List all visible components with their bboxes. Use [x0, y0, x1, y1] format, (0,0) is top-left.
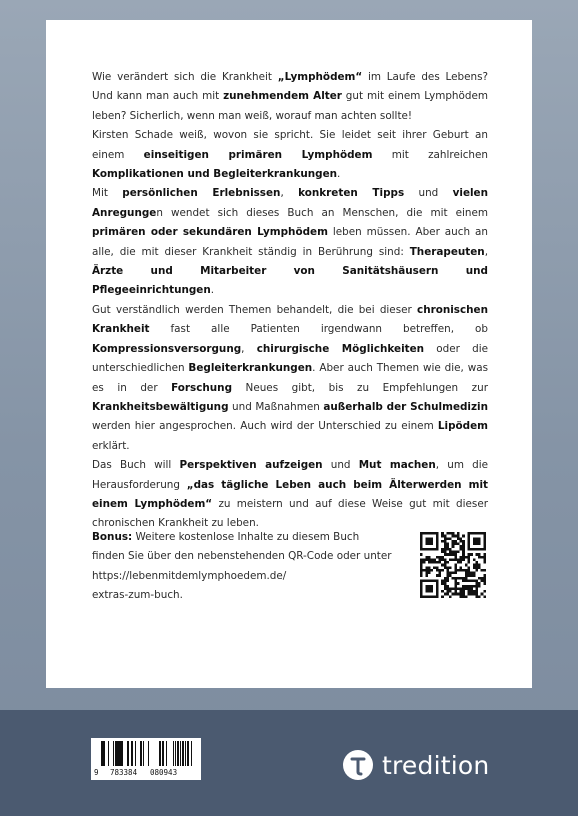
blurb-run: . Aber auch Themen wie die, was es in der	[92, 362, 488, 394]
blurb-emphasis: zunehmendem Alter	[223, 90, 342, 103]
blurb-emphasis: Forschung	[171, 381, 233, 394]
blurb-run: gut mit einem Lymphödem leben? Sicherlich, wenn man weiß, worauf man achten sollte!	[92, 90, 488, 122]
blurb-emphasis: „Lymphödem“	[277, 71, 363, 83]
blurb-emphasis: persönlichen Erlebnissen	[122, 187, 281, 200]
isbn-digit-lead: 9	[94, 768, 99, 777]
back-cover-page	[46, 20, 532, 688]
blurb-run: werden hier angesprochen. Auch wird der Unterschied zu einem	[92, 420, 438, 433]
blurb-paragraph	[92, 68, 488, 126]
blurb-run: zu meistern und auf diese Weise gut mit dieser chronischen Krankheit zu leben.	[92, 497, 488, 530]
blurb-run: mit zahlreichen	[372, 148, 488, 161]
isbn-digit-group-2: 080943	[150, 768, 178, 777]
blurb-emphasis: Krankheitsbewältigung	[92, 400, 229, 413]
blurb-run: ,	[484, 245, 488, 258]
blurb-emphasis: Ärzte und Mitarbeiter von Sanitätshäusern und Pflegeeinrichtungen	[92, 265, 488, 297]
blurb-emphasis: chirurgische Möglichkeiten	[256, 342, 425, 355]
barcode-icon	[91, 738, 201, 780]
isbn-digit-group-1: 783384	[110, 768, 138, 777]
blurb-emphasis: chronischen Krankheit	[92, 303, 488, 336]
blurb-emphasis: Mut machen	[358, 459, 436, 472]
bonus-section	[92, 528, 392, 606]
blurb-run: und	[322, 459, 359, 472]
blurb-emphasis: „das tägliche Leben auch beim Älterwerden mit einem Lymphödem“	[92, 478, 488, 510]
blurb-emphasis: Lipödem	[437, 420, 488, 433]
blurb-run: und Maßnahmen	[228, 400, 324, 413]
blurb-text	[92, 68, 488, 534]
blurb-emphasis: primären oder sekundären Lymphödem	[92, 226, 328, 239]
blurb-run: erklärt.	[92, 439, 130, 452]
blurb-emphasis: Begleiterkrankungen	[188, 362, 313, 375]
blurb-paragraph	[92, 301, 488, 456]
blurb-run: .	[210, 284, 215, 297]
bonus-text: Weitere kostenlose Inhalte zu diesem Buch finden Sie über den nebenstehenden QR-Code oder unter	[92, 531, 392, 563]
blurb-run: ,	[241, 342, 257, 355]
bonus-url-line-1[interactable]: https://lebenmitdemlymphoedem.de/	[92, 569, 287, 582]
blurb-run: Gut verständlich werden Themen behandelt, die bei dieser	[92, 303, 418, 316]
blurb-run: Das Buch will	[92, 459, 180, 472]
blurb-run: Mit	[92, 187, 123, 200]
isbn-digits	[91, 768, 201, 780]
blurb-paragraph	[92, 126, 488, 184]
publisher-brand	[343, 748, 489, 782]
blurb-run: leben müssen. Aber auch an alle, die mit dieser Krankheit ständig in Berührung sind:	[92, 226, 488, 258]
blurb-paragraph	[92, 184, 488, 300]
blurb-run: ,	[280, 187, 299, 200]
blurb-run: fast alle Patienten irgendwann betreffen, ob	[149, 323, 488, 336]
blurb-emphasis: vielen Anregunge	[92, 187, 488, 219]
blurb-emphasis: Komplikationen und Begleiterkrankungen	[92, 168, 338, 181]
qr-code-icon[interactable]	[420, 532, 486, 598]
blurb-emphasis: einseitigen primären Lymphödem	[143, 148, 373, 161]
blurb-run: und	[404, 187, 453, 200]
blurb-emphasis: konkreten Tipps	[298, 187, 405, 200]
blurb-emphasis: Therapeuten	[409, 245, 485, 258]
blurb-run: Wie verändert sich die Krankheit	[92, 71, 278, 83]
blurb-run: , um die Herausforderung	[92, 459, 488, 491]
barcode-bars	[91, 738, 201, 768]
tredition-logo-icon	[343, 750, 373, 780]
footer-band	[0, 710, 578, 816]
blurb-run: n wendet sich dieses Buch an Menschen, die mit einem	[156, 206, 488, 219]
blurb-run: Neues gibt, bis zu Empfehlungen zur	[232, 381, 488, 394]
bonus-label: Bonus:	[92, 531, 133, 543]
blurb-emphasis: außerhalb der Schulmedizin	[323, 400, 488, 413]
blurb-run: Kirsten Schade weiß, wovon sie spricht. Sie leidet seit ihrer Geburt an einem	[92, 129, 488, 161]
blurb-run: im Laufe des Lebens? Und kann man auch mit	[92, 71, 488, 103]
blurb-emphasis: Kompressionsversorgung	[92, 342, 242, 355]
blurb-emphasis: Perspektiven aufzeigen	[179, 459, 323, 472]
blurb-paragraph	[92, 456, 488, 534]
blurb-run: oder die unterschiedlichen	[92, 342, 488, 375]
blurb-run: .	[337, 168, 341, 181]
publisher-name: tredition	[382, 750, 490, 780]
bonus-url-line-2[interactable]: extras-zum-buch.	[92, 589, 183, 602]
